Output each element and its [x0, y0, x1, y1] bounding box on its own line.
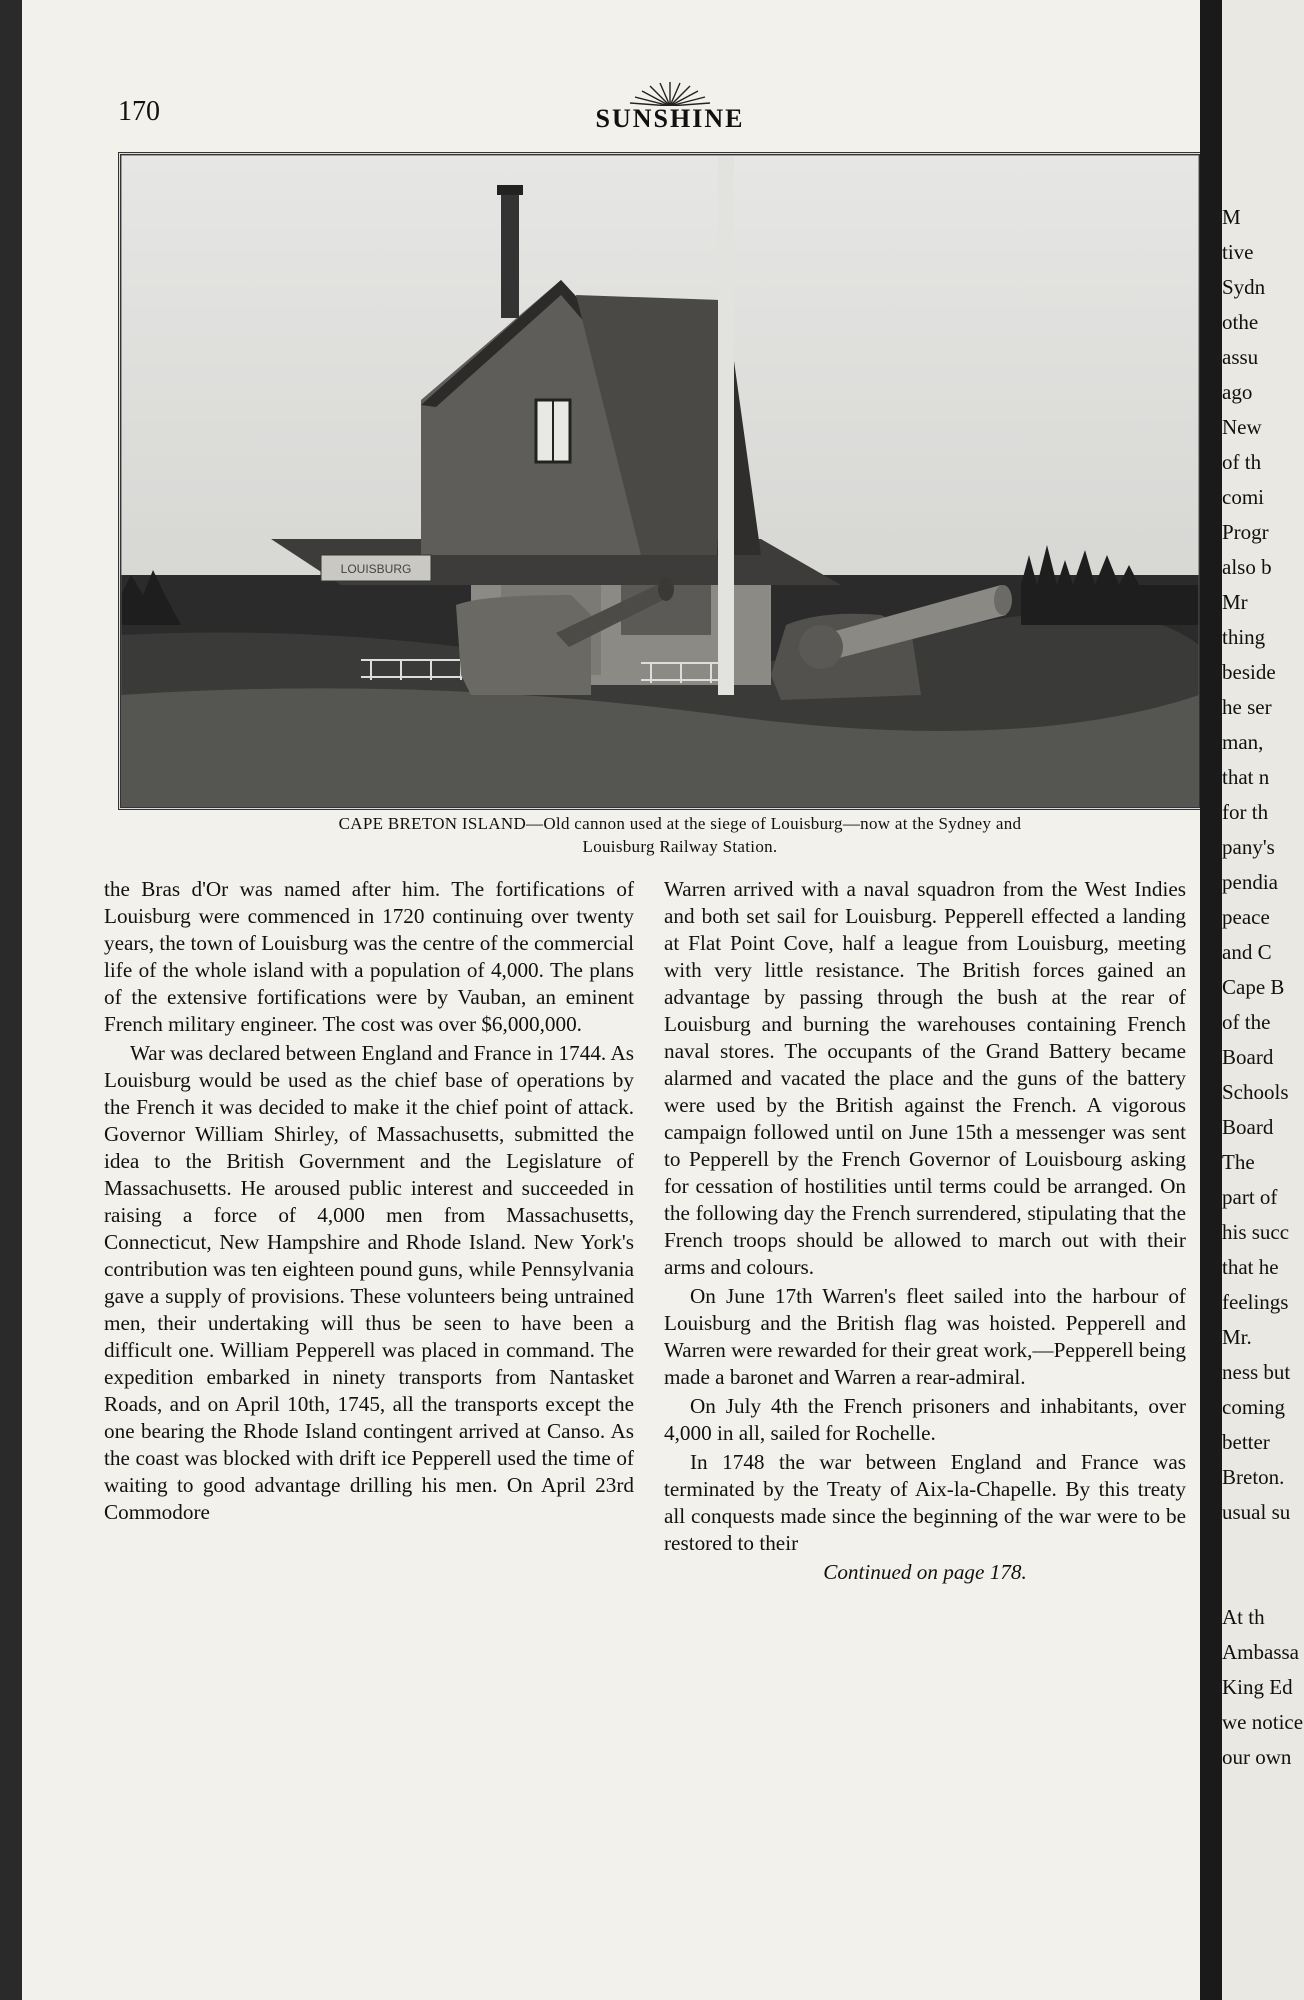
adjacent-page-line: At th	[1222, 1605, 1265, 1629]
adjacent-page-line: for th	[1222, 800, 1269, 824]
adjacent-page-line: pany's	[1222, 835, 1275, 859]
adjacent-page-line: comi	[1222, 485, 1264, 509]
adjacent-page-line: Breton.	[1222, 1465, 1285, 1489]
adjacent-page-line: feelings	[1222, 1290, 1289, 1314]
adjacent-page-line: our own	[1222, 1745, 1292, 1769]
adjacent-page-line: beside	[1222, 660, 1276, 684]
adjacent-page-line: of th	[1222, 450, 1262, 474]
adjacent-page-line: his succ	[1222, 1220, 1290, 1244]
adjacent-page-line: Board	[1222, 1115, 1274, 1139]
paragraph: On June 17th Warren's fleet sailed into the harbour of Louisburg and the British flag was hoisted. Pepperell and Warren were rewarded for their great work,—Pepperell being made a baronet and Warren a rear-admiral.	[664, 1284, 1186, 1389]
adjacent-page-line: assu	[1222, 345, 1259, 369]
adjacent-page-line: Cape B	[1222, 975, 1285, 999]
adjacent-page-line: New	[1222, 415, 1262, 439]
adjacent-page-line: usual su	[1222, 1500, 1291, 1524]
paragraph: the Bras d'Or was named after him. The fortifications of Louisburg were commenced in 1720 continuing over twenty years, the town of Louisburg was the centre of the commercial life of the whole island with a population of 4,000. The plans of the extensive fortifications were by Vauban, an eminent French military engineer. The cost was over $6,000,000.	[104, 877, 634, 1036]
adjacent-page-line: coming	[1222, 1395, 1285, 1419]
adjacent-page-line: also b	[1222, 555, 1272, 579]
adjacent-page-line: of the	[1222, 1010, 1271, 1034]
adjacent-page-line: he ser	[1222, 695, 1272, 719]
adjacent-page-line: The	[1222, 1150, 1255, 1174]
adjacent-page-line: Mr.	[1222, 1325, 1252, 1349]
paragraph: In 1748 the war between England and France was terminated by the Treaty of Aix-la-Chapelle. By this treaty all conquests made since the beginning of the war were to be restored to their	[664, 1450, 1186, 1555]
adjacent-page-text	[1222, 200, 1304, 1775]
adjacent-page-line: M	[1222, 205, 1241, 229]
adjacent-page-line: man,	[1222, 730, 1264, 754]
station-sign-text: LOUISBURG	[340, 562, 412, 576]
photo-caption	[230, 812, 1130, 858]
photo-illustration	[121, 155, 1199, 807]
article-column-left	[104, 876, 634, 1526]
adjacent-page-line: Sydn	[1222, 275, 1266, 299]
article-column-right	[664, 876, 1186, 1586]
adjacent-page-line: Ambassa	[1222, 1640, 1299, 1664]
adjacent-page-line: that he	[1222, 1255, 1279, 1279]
adjacent-page-line	[1222, 1530, 1304, 1565]
page-number: 170	[118, 96, 160, 127]
station-photograph	[118, 152, 1202, 810]
adjacent-page-line: Schools	[1222, 1080, 1289, 1104]
paragraph: On July 4th the French prisoners and inhabitants, over 4,000 in all, sailed for Rochelle.	[664, 1394, 1186, 1445]
page-gutter	[1200, 0, 1222, 2000]
adjacent-page-line: pendia	[1222, 870, 1278, 894]
adjacent-page-line: Progr	[1222, 520, 1269, 544]
adjacent-page-line: better	[1222, 1430, 1270, 1454]
adjacent-page-line: that n	[1222, 765, 1270, 789]
sunburst-icon	[610, 80, 730, 106]
caption-line: CAPE BRETON ISLAND—Old cannon used at the siege of Louisburg—now at the Sydney and	[338, 814, 1022, 833]
adjacent-page-line: we notice	[1222, 1710, 1304, 1734]
adjacent-page-line: ness but	[1222, 1360, 1291, 1384]
caption-line: Louisburg Railway Station.	[582, 837, 778, 856]
continued-note: Continued on page 178.	[823, 1560, 1027, 1584]
adjacent-page-line: Board	[1222, 1045, 1274, 1069]
adjacent-page-line: tive	[1222, 240, 1254, 264]
adjacent-page-line	[1222, 1565, 1304, 1600]
adjacent-page-line: thing	[1222, 625, 1266, 649]
masthead	[560, 80, 780, 134]
adjacent-page-line: ago	[1222, 380, 1253, 404]
adjacent-page-edge	[1222, 0, 1304, 2000]
adjacent-page-line: othe	[1222, 310, 1259, 334]
paragraph: Warren arrived with a naval squadron from the West Indies and both set sail for Louisburg. Pepperell effected a landing at Flat Point Cove, half a league from Louisburg, meeting with very little resistance. The British forces gained an advantage by passing through the bush at the rear of Louisburg and burning the warehouses containing French naval stores. The occupants of the Grand Battery became alarmed and vacated the place and the guns of the battery were used by the British against the French. A vigorous campaign followed until on June 15th a messenger was sent to Pepperell by the French Governor of Louisbourg asking for cessation of hostilities until terms could be arranged. On the following day the French surrendered, stipulating that the French troops should be allowed to march out with their arms and colours.	[664, 877, 1186, 1279]
adjacent-page-line: King Ed	[1222, 1675, 1293, 1699]
adjacent-page-line: and C	[1222, 940, 1272, 964]
adjacent-page-line: peace	[1222, 905, 1270, 929]
adjacent-page-line: Mr	[1222, 590, 1248, 614]
adjacent-page-line: part of	[1222, 1185, 1278, 1209]
magazine-title: SUNSHINE	[595, 104, 745, 133]
paragraph: War was declared between England and France in 1744. As Louisburg would be used as the chief base of operations by the French it was decided to make it the chief point of attack. Governor William Shirley, of Massachusetts, submitted the idea to the British Government and the Legislature of Massachusetts. He aroused public interest and succeeded in raising a force of 4,000 men from Massachusetts, Connecticut, New Hampshire and Rhode Island. New York's contribution was ten eighteen pound guns, while Pennsylvania gave a supply of provisions. These volunteers being untrained men, their undertaking will thus be seen to have been a difficult one. William Pepperell was placed in command. The expedition embarked in ninety transports from Nantasket Roads, and on April 10th, 1745, all the transports except the one bearing the Rhode Island contingent arrived at Canso. As the coast was blocked with drift ice Pepperell used the time of waiting to good advantage drilling his men. On April 23rd Commodore	[104, 1041, 634, 1524]
